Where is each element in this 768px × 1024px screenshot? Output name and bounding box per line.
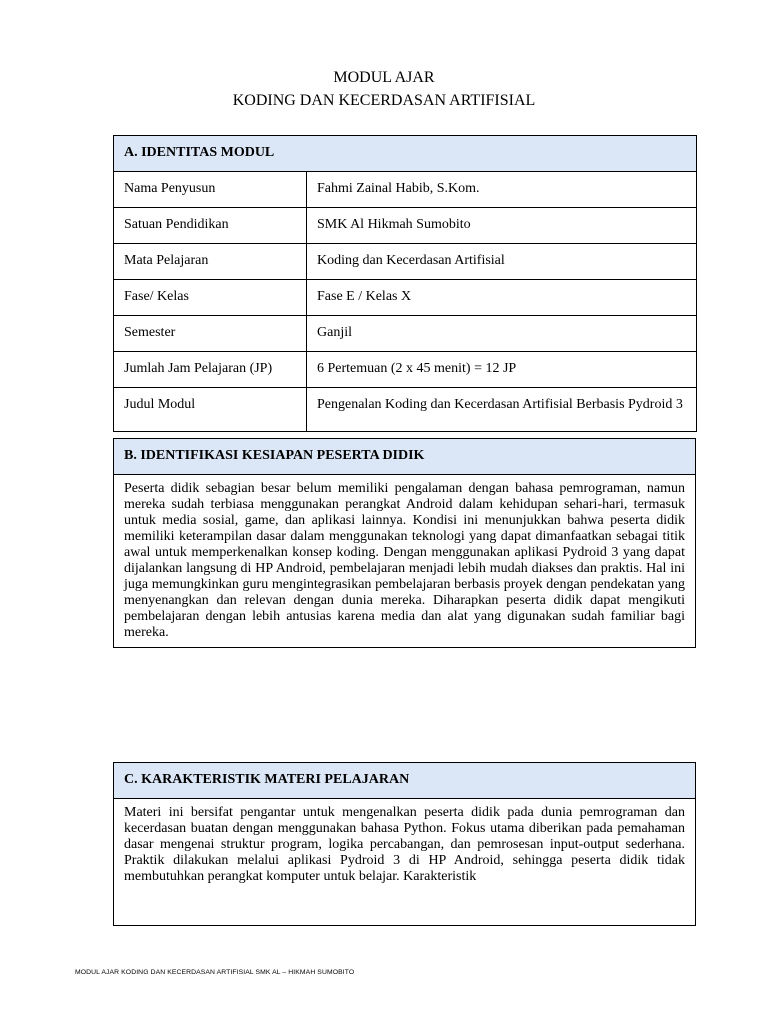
row-label: Mata Pelajaran <box>114 244 307 280</box>
row-label: Judul Modul <box>114 388 307 432</box>
table-row <box>114 172 697 208</box>
row-value: 6 Pertemuan (2 x 45 menit) = 12 JP <box>307 352 697 388</box>
document-subtitle: KODING DAN KECERDASAN ARTIFISIAL <box>232 92 536 109</box>
row-value: Fase E / Kelas X <box>307 280 697 316</box>
section-c-paragraph: Materi ini bersifat pengantar untuk mengenalkan peserta didik pada dunia pemrograman dan kecerdasan buatan dengan menggunakan bahasa Python. Fokus utama diberikan pada pemahaman dasar mengenai struktur program, logika percabangan, dan pemrosesan input-output sederhana. Praktik dilakukan melalui aplikasi Pydroid 3 di HP Android, sehingga peserta didik tidak membutuhkan perangkat komputer untuk belajar. Karakteristik <box>114 799 696 926</box>
table-row <box>114 388 697 432</box>
table-row <box>114 352 697 388</box>
row-value: Ganjil <box>307 316 697 352</box>
row-label: Nama Penyusun <box>114 172 307 208</box>
row-label: Jumlah Jam Pelajaran (JP) <box>114 352 307 388</box>
table-row <box>114 316 697 352</box>
document-title: MODUL AJAR <box>333 69 435 86</box>
kesiapan-peserta-table <box>113 438 696 648</box>
karakteristik-materi-table <box>113 762 696 926</box>
page-footer: MODUL AJAR KODING DAN KECERDASAN ARTIFISIAL SMK AL – HIKMAH SUMOBITO <box>75 969 355 976</box>
section-b-paragraph: Peserta didik sebagian besar belum memiliki pengalaman dengan bahasa pemrograman, namun mereka sudah terbiasa menggunakan perangkat Android dalam kehidupan sehari-hari, termasuk untuk media sosial, game, dan aplikasi lainnya. Kondisi ini menunjukkan bahwa peserta didik memiliki keterampilan dasar dalam menggunakan teknologi yang dapat dimanfaatkan sebagai titik awal untuk memperkenalkan konsep koding. Dengan menggunakan aplikasi Pydroid 3 yang dapat dijalankan langsung di HP Android, pembelajaran menjadi lebih mudah diakses dan praktis. Hal ini juga memungkinkan guru mengintegrasikan pembelajaran berbasis proyek dengan pendekatan yang menyenangkan dan relevan dengan dunia mereka. Diharapkan peserta didik dapat mengikuti pembelajaran dengan lebih antusias karena media dan alat yang digunakan sudah familiar bagi mereka. <box>114 475 696 648</box>
row-value: Pengenalan Koding dan Kecerdasan Artifisial Berbasis Pydroid 3 <box>307 388 697 432</box>
row-value: SMK Al Hikmah Sumobito <box>307 208 697 244</box>
row-label: Semester <box>114 316 307 352</box>
row-label: Satuan Pendidikan <box>114 208 307 244</box>
section-b-heading: B. IDENTIFIKASI KESIAPAN PESERTA DIDIK <box>114 439 696 475</box>
section-c-heading: C. KARAKTERISTIK MATERI PELAJARAN <box>114 763 696 799</box>
identitas-modul-table <box>113 135 697 432</box>
row-value: Koding dan Kecerdasan Artifisial <box>307 244 697 280</box>
row-value: Fahmi Zainal Habib, S.Kom. <box>307 172 697 208</box>
table-row <box>114 244 697 280</box>
section-a-heading: A. IDENTITAS MODUL <box>114 136 697 172</box>
table-row <box>114 280 697 316</box>
row-label: Fase/ Kelas <box>114 280 307 316</box>
table-row <box>114 208 697 244</box>
